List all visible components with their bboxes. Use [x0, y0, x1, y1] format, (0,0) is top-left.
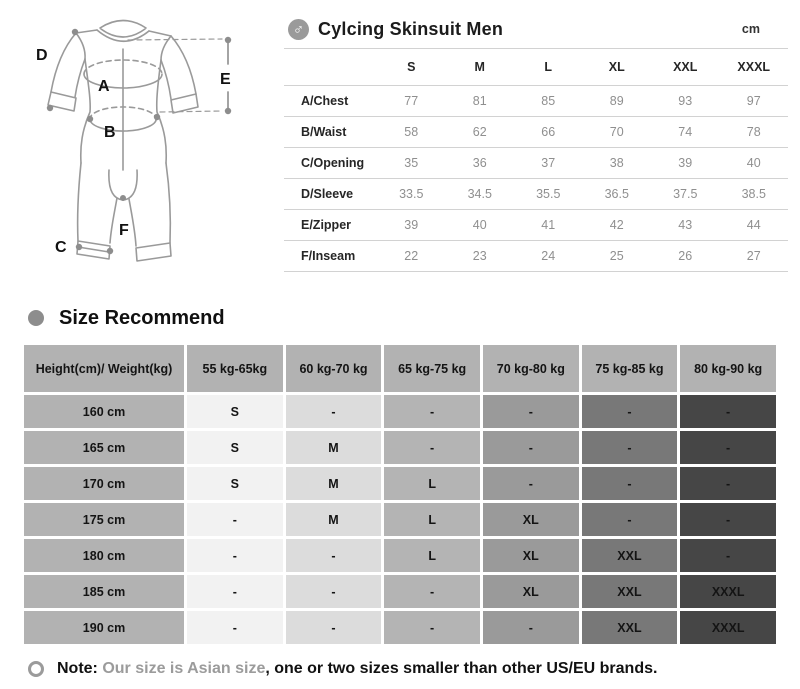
spec-row-label: C/Opening — [301, 156, 365, 170]
spec-cell: 58 — [404, 125, 419, 139]
rec-cell: S — [187, 395, 283, 428]
rec-height-cell: 165 cm — [24, 431, 184, 464]
spec-col-header: XXXL — [737, 60, 771, 74]
spec-cell: 38 — [609, 156, 624, 170]
skinsuit-diagram — [0, 0, 282, 285]
rec-height-cell: 170 cm — [24, 467, 184, 500]
rec-cell: M — [286, 431, 382, 464]
spec-row-label: F/Inseam — [301, 249, 356, 263]
rec-cell: - — [187, 539, 283, 572]
rec-cell: - — [680, 467, 776, 500]
spec-cell: 70 — [609, 125, 624, 139]
rec-cell: L — [384, 539, 480, 572]
spec-cell: 77 — [404, 94, 419, 108]
rec-cell: - — [680, 503, 776, 536]
rec-header-cell: 70 kg-80 kg — [483, 345, 579, 392]
rec-cell: - — [286, 575, 382, 608]
spec-cell: 43 — [678, 218, 693, 232]
rec-cell: - — [187, 575, 283, 608]
rec-header-cell: Height(cm)/ Weight(kg) — [24, 345, 184, 392]
recommend-heading — [28, 302, 800, 334]
spec-cell: 97 — [746, 94, 761, 108]
diagram-label-d: D — [36, 47, 48, 64]
rec-cell: - — [582, 467, 678, 500]
rec-cell: - — [483, 611, 579, 644]
spec-col-header: L — [544, 60, 553, 74]
note-gray-text: Our size is Asian size — [102, 660, 266, 677]
rec-cell: - — [680, 539, 776, 572]
rec-cell: S — [187, 467, 283, 500]
rec-cell: - — [286, 611, 382, 644]
recommend-title: Size Recommend — [59, 306, 225, 329]
rec-cell: - — [483, 395, 579, 428]
spec-cell: 93 — [678, 94, 693, 108]
spec-table — [284, 48, 788, 272]
spec-row-label: B/Waist — [301, 125, 347, 139]
rec-row — [24, 503, 776, 536]
spec-cell: 39 — [678, 156, 693, 170]
spec-col-header: XL — [608, 60, 625, 74]
unit-label: cm — [741, 22, 760, 36]
rec-header-cell: 75 kg-85 kg — [582, 345, 678, 392]
diagram-label-b: B — [104, 124, 116, 141]
spec-row — [284, 179, 788, 210]
rec-cell: - — [483, 431, 579, 464]
rec-header-cell: 55 kg-65kg — [187, 345, 283, 392]
spec-row-label: E/Zipper — [301, 218, 352, 232]
spec-cell: 35.5 — [536, 187, 561, 201]
spec-cell: 62 — [472, 125, 487, 139]
skinsuit-line-art — [0, 0, 282, 285]
spec-header — [284, 12, 788, 46]
rec-cell: XXXL — [680, 611, 776, 644]
spec-row — [284, 86, 788, 117]
rec-row — [24, 431, 776, 464]
male-symbol-icon: ♂ — [288, 19, 309, 40]
rec-row — [24, 395, 776, 428]
spec-cell: 23 — [472, 249, 487, 263]
rec-cell: M — [286, 503, 382, 536]
spec-cell: 38.5 — [741, 187, 766, 201]
diagram-label-e: E — [220, 71, 231, 88]
rec-cell: XXXL — [680, 575, 776, 608]
spec-cell: 25 — [609, 249, 624, 263]
spec-cell: 85 — [541, 94, 556, 108]
spec-cell: 44 — [746, 218, 761, 232]
spec-cell: 33.5 — [399, 187, 424, 201]
bullet-icon — [28, 310, 44, 326]
spec-col-header: XXL — [673, 60, 698, 74]
spec-cell: 40 — [472, 218, 487, 232]
note-label: Note: — [57, 660, 103, 677]
rec-height-cell: 185 cm — [24, 575, 184, 608]
spec-col-header: S — [407, 60, 416, 74]
product-title: Cylcing Skinsuit Men — [318, 18, 504, 39]
rec-header-cell: 60 kg-70 kg — [286, 345, 382, 392]
rec-cell: XL — [483, 575, 579, 608]
rec-cell: L — [384, 467, 480, 500]
spec-row — [284, 241, 788, 272]
spec-cell: 81 — [472, 94, 487, 108]
rec-cell: M — [286, 467, 382, 500]
spec-row-label: D/Sleeve — [301, 187, 354, 201]
spec-cell: 27 — [746, 249, 761, 263]
rec-height-cell: 180 cm — [24, 539, 184, 572]
rec-cell: - — [582, 395, 678, 428]
spec-cell: 36.5 — [604, 187, 629, 201]
note-rest-text: , one or two sizes smaller than other US/EU brands. — [265, 660, 658, 677]
rec-cell: S — [187, 431, 283, 464]
rec-row — [24, 539, 776, 572]
spec-cell: 35 — [404, 156, 419, 170]
spec-table-block — [282, 0, 800, 285]
spec-cell: 37 — [541, 156, 556, 170]
rec-cell: - — [384, 395, 480, 428]
rec-height-cell: 190 cm — [24, 611, 184, 644]
rec-cell: - — [286, 539, 382, 572]
spec-cell: 78 — [746, 125, 761, 139]
size-spec-section — [0, 0, 800, 285]
measure-dots — [47, 29, 231, 254]
spec-corner-cell — [284, 49, 377, 86]
spec-col-header: M — [474, 60, 485, 74]
rec-cell: - — [187, 611, 283, 644]
rec-header-cell: 65 kg-75 kg — [384, 345, 480, 392]
spec-cell: 39 — [404, 218, 419, 232]
spec-cell: 24 — [541, 249, 556, 263]
rec-cell: - — [286, 395, 382, 428]
spec-cell: 89 — [609, 94, 624, 108]
spec-row — [284, 117, 788, 148]
rec-row — [24, 611, 776, 644]
rec-height-cell: 160 cm — [24, 395, 184, 428]
diagram-label-a: A — [98, 78, 110, 95]
rec-cell: - — [582, 503, 678, 536]
rec-cell: XXL — [582, 539, 678, 572]
spec-cell: 41 — [541, 218, 556, 232]
spec-row — [284, 148, 788, 179]
rec-cell: - — [680, 431, 776, 464]
spec-cell: 66 — [541, 125, 556, 139]
rec-cell: - — [384, 575, 480, 608]
rec-cell: - — [187, 503, 283, 536]
rec-cell: XXL — [582, 575, 678, 608]
diagram-label-f: F — [119, 222, 129, 239]
rec-cell: - — [384, 431, 480, 464]
rec-cell: XXL — [582, 611, 678, 644]
spec-cell: 40 — [746, 156, 761, 170]
rec-cell: - — [483, 467, 579, 500]
spec-cell: 36 — [472, 156, 487, 170]
spec-header-row — [284, 49, 788, 86]
rec-cell: XL — [483, 539, 579, 572]
spec-cell: 34.5 — [467, 187, 492, 201]
spec-cell: 22 — [404, 249, 419, 263]
rec-height-cell: 175 cm — [24, 503, 184, 536]
spec-cell: 37.5 — [673, 187, 698, 201]
rec-cell: XL — [483, 503, 579, 536]
rec-cell: - — [680, 395, 776, 428]
rec-row — [24, 575, 776, 608]
spec-cell: 74 — [678, 125, 693, 139]
recommend-table — [21, 342, 779, 647]
spec-cell: 26 — [678, 249, 693, 263]
rec-row — [24, 467, 776, 500]
rec-cell: - — [384, 611, 480, 644]
rec-cell: L — [384, 503, 480, 536]
rec-cell: - — [582, 431, 678, 464]
rec-header-row — [24, 345, 776, 392]
rec-header-cell: 80 kg-90 kg — [680, 345, 776, 392]
note — [28, 660, 800, 678]
spec-row-label: A/Chest — [301, 94, 349, 108]
diagram-label-c: C — [55, 239, 67, 256]
spec-row — [284, 210, 788, 241]
ring-icon — [28, 661, 44, 677]
spec-cell: 42 — [609, 218, 624, 232]
